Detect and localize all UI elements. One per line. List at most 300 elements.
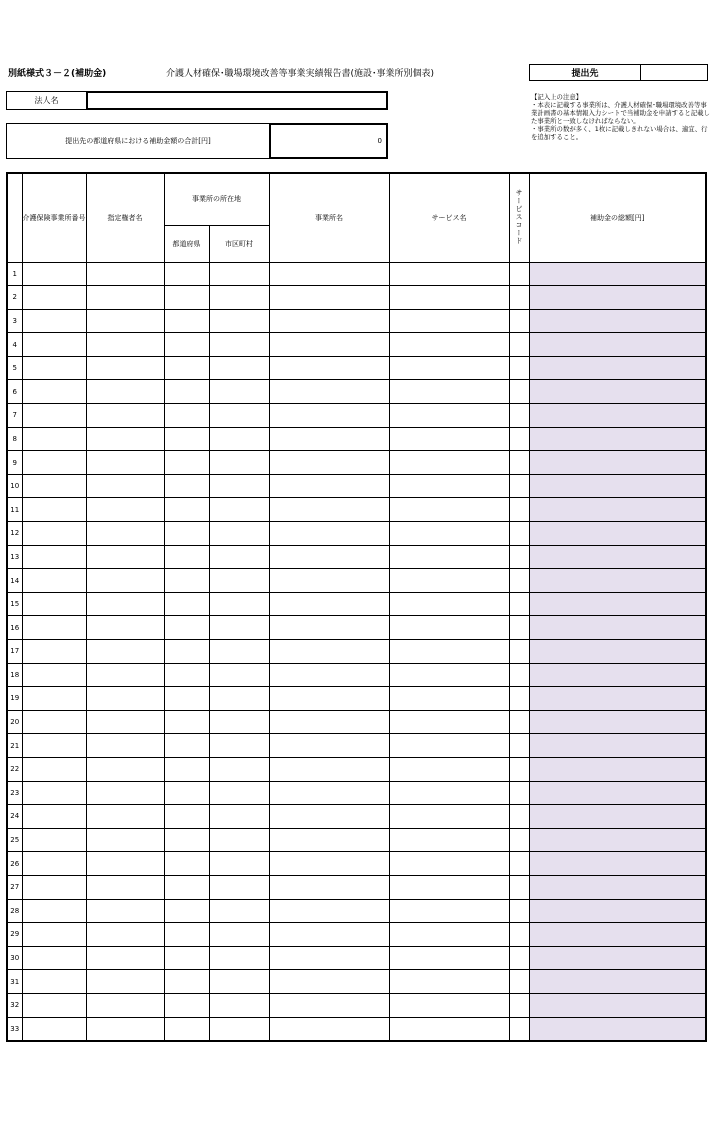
insurance-no-cell[interactable] <box>22 498 86 522</box>
prefecture-cell[interactable] <box>164 404 209 428</box>
service-code-cell[interactable] <box>509 805 529 829</box>
table-row <box>7 545 706 569</box>
service-code-cell[interactable] <box>509 333 529 357</box>
designator-cell[interactable] <box>86 640 164 664</box>
insurance-no-cell[interactable] <box>22 875 86 899</box>
service-code-cell[interactable] <box>509 970 529 994</box>
amount-cell[interactable] <box>529 356 706 380</box>
designator-cell[interactable] <box>86 356 164 380</box>
table-row <box>7 333 706 357</box>
service-code-cell[interactable] <box>509 309 529 333</box>
service-name-cell[interactable] <box>389 356 509 380</box>
service-name-cell[interactable] <box>389 687 509 711</box>
amount-cell[interactable] <box>529 923 706 947</box>
prefecture-cell[interactable] <box>164 498 209 522</box>
service-code-cell[interactable] <box>509 1017 529 1041</box>
service-name-cell[interactable] <box>389 640 509 664</box>
city-cell[interactable] <box>209 710 269 734</box>
city-cell[interactable] <box>209 899 269 923</box>
service-code-cell[interactable] <box>509 875 529 899</box>
insurance-no-cell[interactable] <box>22 805 86 829</box>
designator-cell[interactable] <box>86 687 164 711</box>
service-name-cell[interactable] <box>389 522 509 546</box>
designator-cell[interactable] <box>86 781 164 805</box>
total-row <box>6 123 388 159</box>
total-value: 0 <box>269 123 388 159</box>
office-name-cell[interactable] <box>269 569 389 593</box>
amount-cell[interactable] <box>529 592 706 616</box>
row-number: 2 <box>7 286 22 310</box>
prefecture-cell[interactable] <box>164 451 209 475</box>
table-row <box>7 805 706 829</box>
row-number: 25 <box>7 828 22 852</box>
service-code-cell[interactable] <box>509 710 529 734</box>
service-code-cell[interactable] <box>509 640 529 664</box>
designator-cell[interactable] <box>86 805 164 829</box>
amount-cell[interactable] <box>529 404 706 428</box>
designator-cell[interactable] <box>86 899 164 923</box>
office-name-cell[interactable] <box>269 545 389 569</box>
service-code-cell[interactable] <box>509 828 529 852</box>
insurance-no-cell[interactable] <box>22 640 86 664</box>
prefecture-cell[interactable] <box>164 333 209 357</box>
prefecture-cell[interactable] <box>164 286 209 310</box>
prefecture-cell[interactable] <box>164 993 209 1017</box>
service-code-cell[interactable] <box>509 380 529 404</box>
prefecture-cell[interactable] <box>164 474 209 498</box>
row-number: 10 <box>7 474 22 498</box>
service-code-cell[interactable] <box>509 474 529 498</box>
designator-cell[interactable] <box>86 663 164 687</box>
service-name-cell[interactable] <box>389 498 509 522</box>
service-name-cell[interactable] <box>389 333 509 357</box>
service-code-cell[interactable] <box>509 356 529 380</box>
designator-cell[interactable] <box>86 427 164 451</box>
service-code-cell[interactable] <box>509 616 529 640</box>
prefecture-cell[interactable] <box>164 875 209 899</box>
amount-header: 補助金の総額[円] <box>529 173 706 262</box>
service-code-cell[interactable] <box>509 451 529 475</box>
city-cell[interactable] <box>209 970 269 994</box>
service-code-cell[interactable] <box>509 899 529 923</box>
city-cell[interactable] <box>209 286 269 310</box>
city-cell[interactable] <box>209 569 269 593</box>
designator-cell[interactable] <box>86 970 164 994</box>
prefecture-cell[interactable] <box>164 710 209 734</box>
service-name-cell[interactable] <box>389 451 509 475</box>
amount-cell[interactable] <box>529 710 706 734</box>
office-name-cell[interactable] <box>269 734 389 758</box>
city-cell[interactable] <box>209 663 269 687</box>
total-label: 提出先の都道府県における補助金額の合計[円] <box>6 123 270 159</box>
service-name-header: サービス名 <box>389 173 509 262</box>
prefecture-cell[interactable] <box>164 946 209 970</box>
amount-cell[interactable] <box>529 640 706 664</box>
amount-cell[interactable] <box>529 380 706 404</box>
office-name-cell[interactable] <box>269 663 389 687</box>
office-name-cell[interactable] <box>269 852 389 876</box>
prefecture-cell[interactable] <box>164 545 209 569</box>
prefecture-cell[interactable] <box>164 852 209 876</box>
office-name-cell[interactable] <box>269 592 389 616</box>
office-name-cell[interactable] <box>269 687 389 711</box>
designator-cell[interactable] <box>86 309 164 333</box>
table-row <box>7 309 706 333</box>
service-name-cell[interactable] <box>389 710 509 734</box>
designator-cell[interactable] <box>86 710 164 734</box>
office-name-cell[interactable] <box>269 616 389 640</box>
designator-cell[interactable] <box>86 286 164 310</box>
city-cell[interactable] <box>209 616 269 640</box>
city-cell[interactable] <box>209 592 269 616</box>
office-name-header: 事業所名 <box>269 173 389 262</box>
office-name-cell[interactable] <box>269 404 389 428</box>
insurance-no-cell[interactable] <box>22 663 86 687</box>
service-name-cell[interactable] <box>389 474 509 498</box>
insurance-no-cell[interactable] <box>22 616 86 640</box>
prefecture-cell[interactable] <box>164 923 209 947</box>
service-name-cell[interactable] <box>389 262 509 286</box>
service-name-cell[interactable] <box>389 1017 509 1041</box>
row-number: 19 <box>7 687 22 711</box>
service-name-cell[interactable] <box>389 734 509 758</box>
service-name-cell[interactable] <box>389 616 509 640</box>
prefecture-cell[interactable] <box>164 592 209 616</box>
city-cell[interactable] <box>209 451 269 475</box>
service-name-cell[interactable] <box>389 875 509 899</box>
office-name-cell[interactable] <box>269 710 389 734</box>
service-code-cell[interactable] <box>509 404 529 428</box>
insurance-no-cell[interactable] <box>22 474 86 498</box>
service-code-cell[interactable] <box>509 852 529 876</box>
city-cell[interactable] <box>209 805 269 829</box>
city-cell[interactable] <box>209 356 269 380</box>
designator-cell[interactable] <box>86 474 164 498</box>
city-cell[interactable] <box>209 640 269 664</box>
service-name-cell[interactable] <box>389 828 509 852</box>
city-cell[interactable] <box>209 427 269 451</box>
prefecture-cell[interactable] <box>164 757 209 781</box>
prefecture-cell[interactable] <box>164 309 209 333</box>
submit-to-field[interactable] <box>641 65 707 80</box>
office-name-cell[interactable] <box>269 522 389 546</box>
service-name-cell[interactable] <box>389 663 509 687</box>
service-code-cell[interactable] <box>509 663 529 687</box>
prefecture-cell[interactable] <box>164 828 209 852</box>
amount-cell[interactable] <box>529 333 706 357</box>
office-name-cell[interactable] <box>269 970 389 994</box>
service-code-cell[interactable] <box>509 923 529 947</box>
city-cell[interactable] <box>209 875 269 899</box>
insurance-no-cell[interactable] <box>22 899 86 923</box>
amount-cell[interactable] <box>529 262 706 286</box>
service-name-cell[interactable] <box>389 380 509 404</box>
city-cell[interactable] <box>209 828 269 852</box>
office-name-cell[interactable] <box>269 899 389 923</box>
designator-cell[interactable] <box>86 333 164 357</box>
insurance-no-cell[interactable] <box>22 451 86 475</box>
service-name-cell[interactable] <box>389 286 509 310</box>
city-cell[interactable] <box>209 262 269 286</box>
insurance-no-cell[interactable] <box>22 569 86 593</box>
office-name-cell[interactable] <box>269 309 389 333</box>
insurance-no-cell[interactable] <box>22 522 86 546</box>
amount-cell[interactable] <box>529 427 706 451</box>
office-name-cell[interactable] <box>269 380 389 404</box>
city-cell[interactable] <box>209 852 269 876</box>
city-cell[interactable] <box>209 545 269 569</box>
city-cell[interactable] <box>209 380 269 404</box>
designator-cell[interactable] <box>86 592 164 616</box>
service-name-cell[interactable] <box>389 781 509 805</box>
designator-cell[interactable] <box>86 993 164 1017</box>
designator-header: 指定権者名 <box>86 173 164 262</box>
insurance-no-cell[interactable] <box>22 309 86 333</box>
table-row <box>7 852 706 876</box>
amount-cell[interactable] <box>529 309 706 333</box>
service-code-cell[interactable] <box>509 427 529 451</box>
insurance-no-cell[interactable] <box>22 710 86 734</box>
city-cell[interactable] <box>209 993 269 1017</box>
city-cell[interactable] <box>209 946 269 970</box>
city-cell[interactable] <box>209 522 269 546</box>
prefecture-cell[interactable] <box>164 640 209 664</box>
table-row <box>7 498 706 522</box>
table-row <box>7 427 706 451</box>
office-name-cell[interactable] <box>269 923 389 947</box>
service-name-cell[interactable] <box>389 545 509 569</box>
table-row <box>7 663 706 687</box>
prefecture-cell[interactable] <box>164 805 209 829</box>
city-cell[interactable] <box>209 781 269 805</box>
designator-cell[interactable] <box>86 875 164 899</box>
city-cell[interactable] <box>209 923 269 947</box>
insurance-no-cell[interactable] <box>22 592 86 616</box>
city-cell[interactable] <box>209 734 269 758</box>
amount-cell[interactable] <box>529 899 706 923</box>
amount-cell[interactable] <box>529 946 706 970</box>
insurance-no-cell[interactable] <box>22 262 86 286</box>
insurance-no-cell[interactable] <box>22 380 86 404</box>
city-cell[interactable] <box>209 757 269 781</box>
insurance-no-cell[interactable] <box>22 946 86 970</box>
row-number: 15 <box>7 592 22 616</box>
table-row <box>7 993 706 1017</box>
office-name-cell[interactable] <box>269 757 389 781</box>
prefecture-cell[interactable] <box>164 616 209 640</box>
amount-cell[interactable] <box>529 474 706 498</box>
insurance-no-cell[interactable] <box>22 333 86 357</box>
service-code-cell[interactable] <box>509 592 529 616</box>
office-name-cell[interactable] <box>269 828 389 852</box>
amount-cell[interactable] <box>529 569 706 593</box>
service-code-cell[interactable] <box>509 781 529 805</box>
office-name-cell[interactable] <box>269 333 389 357</box>
amount-cell[interactable] <box>529 1017 706 1041</box>
service-name-cell[interactable] <box>389 309 509 333</box>
service-name-cell[interactable] <box>389 757 509 781</box>
designator-cell[interactable] <box>86 569 164 593</box>
service-code-cell[interactable] <box>509 286 529 310</box>
city-cell[interactable] <box>209 687 269 711</box>
prefecture-cell[interactable] <box>164 569 209 593</box>
prefecture-cell[interactable] <box>164 427 209 451</box>
amount-cell[interactable] <box>529 993 706 1017</box>
insurance-no-cell[interactable] <box>22 427 86 451</box>
amount-cell[interactable] <box>529 805 706 829</box>
city-cell[interactable] <box>209 1017 269 1041</box>
office-name-cell[interactable] <box>269 474 389 498</box>
prefecture-cell[interactable] <box>164 663 209 687</box>
prefecture-cell[interactable] <box>164 380 209 404</box>
amount-cell[interactable] <box>529 545 706 569</box>
insurance-no-cell[interactable] <box>22 1017 86 1041</box>
office-name-cell[interactable] <box>269 286 389 310</box>
insurance-no-cell[interactable] <box>22 923 86 947</box>
service-code-cell[interactable] <box>509 569 529 593</box>
city-cell[interactable] <box>209 498 269 522</box>
designator-cell[interactable] <box>86 757 164 781</box>
insurance-no-cell[interactable] <box>22 356 86 380</box>
service-code-cell[interactable] <box>509 946 529 970</box>
service-code-cell[interactable] <box>509 734 529 758</box>
office-name-cell[interactable] <box>269 1017 389 1041</box>
designator-cell[interactable] <box>86 522 164 546</box>
office-name-cell[interactable] <box>269 498 389 522</box>
amount-cell[interactable] <box>529 451 706 475</box>
city-cell[interactable] <box>209 474 269 498</box>
designator-cell[interactable] <box>86 380 164 404</box>
prefecture-cell[interactable] <box>164 1017 209 1041</box>
designator-cell[interactable] <box>86 923 164 947</box>
designator-cell[interactable] <box>86 498 164 522</box>
amount-cell[interactable] <box>529 663 706 687</box>
insurance-no-cell[interactable] <box>22 828 86 852</box>
office-name-cell[interactable] <box>269 993 389 1017</box>
designator-cell[interactable] <box>86 404 164 428</box>
prefecture-cell[interactable] <box>164 356 209 380</box>
amount-cell[interactable] <box>529 781 706 805</box>
designator-cell[interactable] <box>86 852 164 876</box>
designator-cell[interactable] <box>86 1017 164 1041</box>
prefecture-cell[interactable] <box>164 899 209 923</box>
city-cell[interactable] <box>209 309 269 333</box>
service-code-cell[interactable] <box>509 993 529 1017</box>
designator-cell[interactable] <box>86 616 164 640</box>
office-name-cell[interactable] <box>269 781 389 805</box>
service-name-cell[interactable] <box>389 427 509 451</box>
office-name-cell[interactable] <box>269 427 389 451</box>
service-name-cell[interactable] <box>389 852 509 876</box>
amount-cell[interactable] <box>529 875 706 899</box>
amount-cell[interactable] <box>529 286 706 310</box>
service-name-cell[interactable] <box>389 946 509 970</box>
office-table <box>6 172 707 1042</box>
service-name-cell[interactable] <box>389 970 509 994</box>
row-number: 14 <box>7 569 22 593</box>
designator-cell[interactable] <box>86 545 164 569</box>
designator-cell[interactable] <box>86 262 164 286</box>
prefecture-cell[interactable] <box>164 262 209 286</box>
service-name-cell[interactable] <box>389 805 509 829</box>
row-number: 33 <box>7 1017 22 1041</box>
amount-cell[interactable] <box>529 852 706 876</box>
prefecture-cell[interactable] <box>164 970 209 994</box>
insurance-no-cell[interactable] <box>22 757 86 781</box>
amount-cell[interactable] <box>529 970 706 994</box>
amount-cell[interactable] <box>529 757 706 781</box>
service-code-cell[interactable] <box>509 545 529 569</box>
designator-cell[interactable] <box>86 451 164 475</box>
service-code-header <box>509 173 529 262</box>
amount-cell[interactable] <box>529 734 706 758</box>
service-code-cell[interactable] <box>509 757 529 781</box>
office-name-cell[interactable] <box>269 805 389 829</box>
row-number: 28 <box>7 899 22 923</box>
amount-cell[interactable] <box>529 522 706 546</box>
table-row <box>7 923 706 947</box>
office-name-cell[interactable] <box>269 946 389 970</box>
prefecture-cell[interactable] <box>164 734 209 758</box>
amount-cell[interactable] <box>529 687 706 711</box>
insurance-no-cell[interactable] <box>22 734 86 758</box>
service-code-cell[interactable] <box>509 498 529 522</box>
row-number: 1 <box>7 262 22 286</box>
prefecture-cell[interactable] <box>164 522 209 546</box>
insurance-no-cell[interactable] <box>22 687 86 711</box>
city-cell[interactable] <box>209 404 269 428</box>
service-name-cell[interactable] <box>389 592 509 616</box>
insurance-no-cell[interactable] <box>22 781 86 805</box>
office-name-cell[interactable] <box>269 356 389 380</box>
service-name-cell[interactable] <box>389 993 509 1017</box>
service-code-cell[interactable] <box>509 687 529 711</box>
office-name-cell[interactable] <box>269 875 389 899</box>
designator-cell[interactable] <box>86 946 164 970</box>
insurance-no-cell[interactable] <box>22 286 86 310</box>
designator-cell[interactable] <box>86 828 164 852</box>
office-name-cell[interactable] <box>269 640 389 664</box>
table-row <box>7 640 706 664</box>
table-row <box>7 757 706 781</box>
service-code-cell[interactable] <box>509 522 529 546</box>
service-name-cell[interactable] <box>389 569 509 593</box>
amount-cell[interactable] <box>529 498 706 522</box>
row-number: 8 <box>7 427 22 451</box>
table-row <box>7 1017 706 1041</box>
service-name-cell[interactable] <box>389 899 509 923</box>
insurance-no-cell[interactable] <box>22 852 86 876</box>
service-name-cell[interactable] <box>389 404 509 428</box>
corporation-field[interactable] <box>86 91 388 110</box>
insurance-no-cell[interactable] <box>22 970 86 994</box>
prefecture-cell[interactable] <box>164 687 209 711</box>
designator-cell[interactable] <box>86 734 164 758</box>
submit-to-label: 提出先 <box>530 65 641 80</box>
office-name-cell[interactable] <box>269 451 389 475</box>
amount-cell[interactable] <box>529 828 706 852</box>
amount-cell[interactable] <box>529 616 706 640</box>
service-code-cell[interactable] <box>509 262 529 286</box>
service-name-cell[interactable] <box>389 923 509 947</box>
insurance-no-cell[interactable] <box>22 545 86 569</box>
office-name-cell[interactable] <box>269 262 389 286</box>
insurance-no-cell[interactable] <box>22 993 86 1017</box>
notes-item: ・事業所の数が多く、1枚に記載しきれない場合は、適宜、行を追加すること。 <box>531 125 708 141</box>
prefecture-cell[interactable] <box>164 781 209 805</box>
insurance-no-cell[interactable] <box>22 404 86 428</box>
city-cell[interactable] <box>209 333 269 357</box>
